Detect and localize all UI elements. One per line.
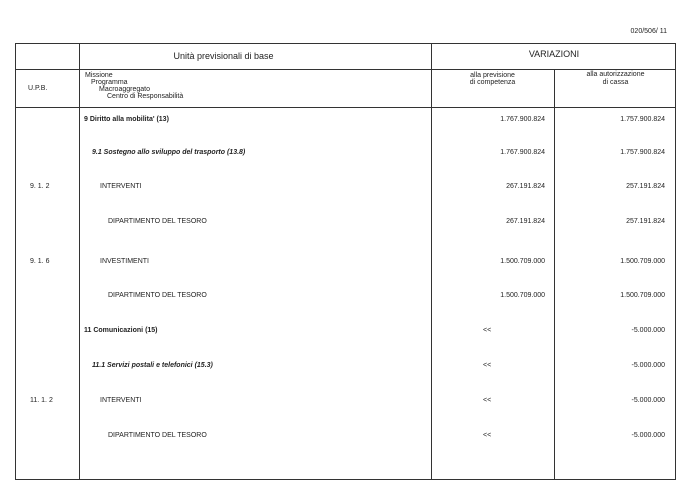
hier-missione: Missione <box>85 72 113 79</box>
row-comp-value: 1.767.900.824 <box>500 149 545 156</box>
budget-table <box>15 43 676 480</box>
row-label-missione-9: 9 Diritto alla mobilita' (13) <box>84 116 169 123</box>
row-cassa-value: 1.757.900.824 <box>620 116 665 123</box>
row-label-interventi: INTERVENTI <box>100 397 142 404</box>
row-comp-value: << <box>483 432 492 439</box>
row-label-dipartimento: DIPARTIMENTO DEL TESORO <box>108 432 207 439</box>
row-label-programma-9-1: 9.1 Sostegno allo sviluppo del trasporto (13.8) <box>92 149 246 156</box>
row-comp-value: 267.191.824 <box>506 183 545 190</box>
row-cassa-value: 1.757.900.824 <box>620 149 665 156</box>
unita-previsionali-title: Unità previsionali di base <box>173 51 274 61</box>
row-cassa-value: 1.500.709.000 <box>620 292 665 299</box>
comp-header-line1: alla previsione <box>470 72 515 79</box>
cassa-header-line2: di cassa <box>602 79 629 86</box>
upb-header: U.P.B. <box>28 85 48 92</box>
row-comp-value: << <box>483 397 492 404</box>
variazioni-title: VARIAZIONI <box>528 49 580 59</box>
row-comp-value: 1.500.709.000 <box>500 292 545 299</box>
row-cassa-value: 257.191.824 <box>626 183 665 190</box>
row-comp-value: << <box>483 362 492 369</box>
row-upb-code: 11. 1. 2 <box>30 397 53 404</box>
row-cassa-value: -5.000.000 <box>631 362 665 369</box>
row-comp-value: 1.767.900.824 <box>500 116 545 123</box>
row-upb-code: 9. 1. 6 <box>30 258 50 265</box>
row-label-interventi: INTERVENTI <box>100 183 142 190</box>
row-label-missione-11: 11 Comunicazioni (15) <box>84 327 158 334</box>
header-divider <box>16 69 675 70</box>
row-comp-value: << <box>483 327 492 334</box>
row-label-programma-11-1: 11.1 Servizi postali e telefonici (15.3) <box>92 362 213 369</box>
column-divider-variazioni <box>431 44 432 479</box>
row-label-dipartimento: DIPARTIMENTO DEL TESORO <box>108 292 207 299</box>
cassa-header-line1: alla autorizzazione <box>586 71 645 78</box>
row-label-dipartimento: DIPARTIMENTO DEL TESORO <box>108 218 207 225</box>
hier-macroaggregato: Macroaggregato <box>99 86 150 93</box>
row-cassa-value: 1.500.709.000 <box>620 258 665 265</box>
row-label-investimenti: INVESTIMENTI <box>100 258 150 265</box>
comp-header-line2: di competenza <box>469 79 516 86</box>
row-comp-value: 267.191.824 <box>506 218 545 225</box>
row-cassa-value: -5.000.000 <box>631 327 665 334</box>
hier-centro: Centro di Responsabilità <box>107 93 184 100</box>
hier-programma: Programma <box>91 79 128 86</box>
document-reference: 020/506/ 11 <box>630 28 667 35</box>
row-cassa-value: -5.000.000 <box>631 397 665 404</box>
header-bottom-rule <box>16 107 675 108</box>
row-cassa-value: -5.000.000 <box>631 432 665 439</box>
column-divider-upb <box>79 44 80 479</box>
row-upb-code: 9. 1. 2 <box>30 183 50 190</box>
column-divider-cassa <box>554 69 555 479</box>
row-cassa-value: 257.191.824 <box>626 218 665 225</box>
row-comp-value: 1.500.709.000 <box>500 258 545 265</box>
